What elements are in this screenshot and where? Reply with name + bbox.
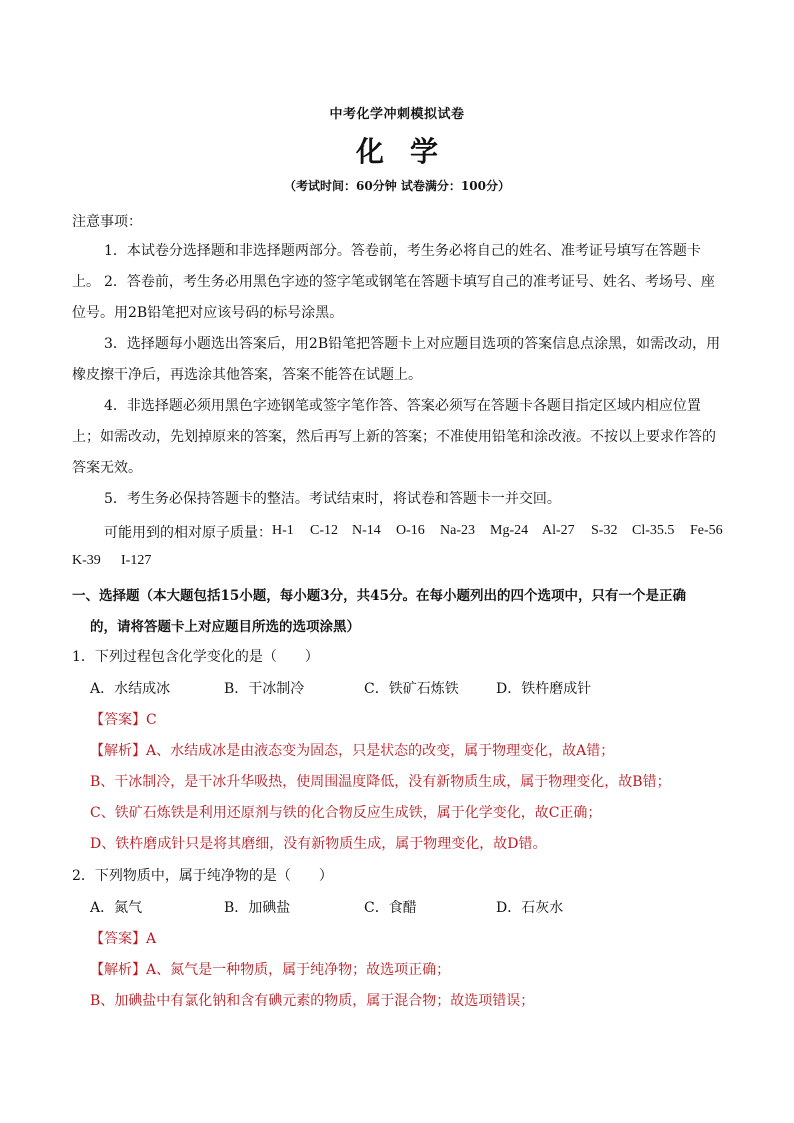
question-1-option-c: C．铁矿石炼铁 [364,681,459,697]
note-item-3: 3．选择题每小题选出答案后，用2B铅笔把答题卡上对应题目选项的答案信息点涂黑，如需改动，用橡皮擦干净后，再选涂其他答案，答案不能答在试题上。 [72,336,721,383]
question-2-option-b: B．加碘盐 [224,900,291,916]
atomic-mass-n: N-14 [352,523,381,538]
atomic-mass-mg: Mg-24 [490,523,529,538]
question-1-option-b: B．干冰制冷 [224,681,305,697]
atomic-mass-s: S-32 [591,523,618,538]
atomic-mass-h: H-1 [272,523,294,538]
question-1-option-d: D．铁杵磨成针 [496,681,592,697]
atomic-mass-k: K-39 [72,553,101,568]
note-item-4: 4．非选择题必须用黑色字迹钢笔或签字笔作答、答案必须写在答题卡各题目指定区域内相应位置上；如需改动，先划掉原来的答案，然后再写上新的答案；不准使用铅笔和涂改液。不按以上要求作答的答案无效。 [72,398,716,476]
notes-title: 注意事项： [72,214,142,230]
question-1-stem: 1．下列过程包含化学变化的是（ ） [72,649,319,665]
answer-label: 【答案】 [90,712,146,728]
question-2-stem: 2．下列物质中，属于纯净物的是（ ） [72,868,333,884]
question-1-answer [90,709,157,729]
atomic-mass-al: Al-27 [542,523,575,538]
question-2-option-a: A．氮气 [90,900,143,916]
atomic-mass-cl: Cl-35.5 [632,523,675,538]
atomic-mass-o: O-16 [396,523,425,538]
atomic-mass-i: I-127 [121,553,152,568]
question-1-analysis-3: C、铁矿石炼铁是利用还原剂与铁的化合物反应生成铁，属于化学变化，故C正确； [90,805,602,821]
note-item-5: 5．考生务必保持答题卡的整洁。考试结束时，将试卷和答题卡一并交回。 [104,491,561,507]
note-item-1: 1．本试卷分选择题和非选择题两部分。答卷前，考生务必将自己的姓名、准考证号填写在答题卡上。 [72,243,701,290]
answer-label: 【答案】 [90,931,146,947]
answer-value: C [146,712,157,728]
note-item-2: 2．答卷前，考生务必用黑色字迹的签字笔或钢笔在答题卡填写自己的准考证号、姓名、考场号、座位号。用2B铅笔把对应该号码的标号涂黑。 [72,274,715,321]
exam-name: 中考化学冲刺模拟试卷 [329,107,465,122]
subject-title: 化学 [355,135,464,168]
question-2-analysis-2: B、加碘盐中有氯化钠和含有碘元素的物质，属于混合物；故选项错误； [90,993,535,1009]
question-1-analysis-1 [90,740,614,760]
question-2-option-c: C．食醋 [364,900,417,916]
atomic-mass-na: Na-23 [440,523,475,538]
analysis-text: A、氮气是一种物质，属于纯净物；故选项正确； [146,962,451,978]
analysis-label: 【解析】 [90,962,146,978]
question-2-answer [90,928,156,948]
exam-info: （考试时间：60分钟 试卷满分：100分） [284,179,510,193]
question-2-option-d: D．石灰水 [496,900,564,916]
section-heading-cont: 的，请将答题卡上对应题目所选的选项涂黑） [90,619,360,635]
atomic-mass-label: 可能用到的相对原子质量： [104,525,272,541]
question-1-analysis-2: B、干冰制冷，是干冰升华吸热，使周围温度降低，没有新物质生成，属于物理变化，故B错； [90,774,671,790]
answer-value: A [146,931,157,947]
analysis-text: A、水结成冰是由液态变为固态，只是状态的改变，属于物理变化，故A错； [146,743,615,759]
atomic-mass-c: C-12 [310,523,338,538]
atomic-mass-fe: Fe-56 [690,523,723,538]
question-1-analysis-4: D、铁杵磨成针只是将其磨细，没有新物质生成，属于物理变化，故D错。 [90,836,547,852]
analysis-label: 【解析】 [90,743,146,759]
question-2-analysis-1 [90,959,450,979]
section-heading: 一、选择题（本大题包括15小题，每小题3分，共45分。在每小题列出的四个选项中，只有一个是正确 [72,588,686,604]
question-1-option-a: A．水结成冰 [90,681,171,697]
